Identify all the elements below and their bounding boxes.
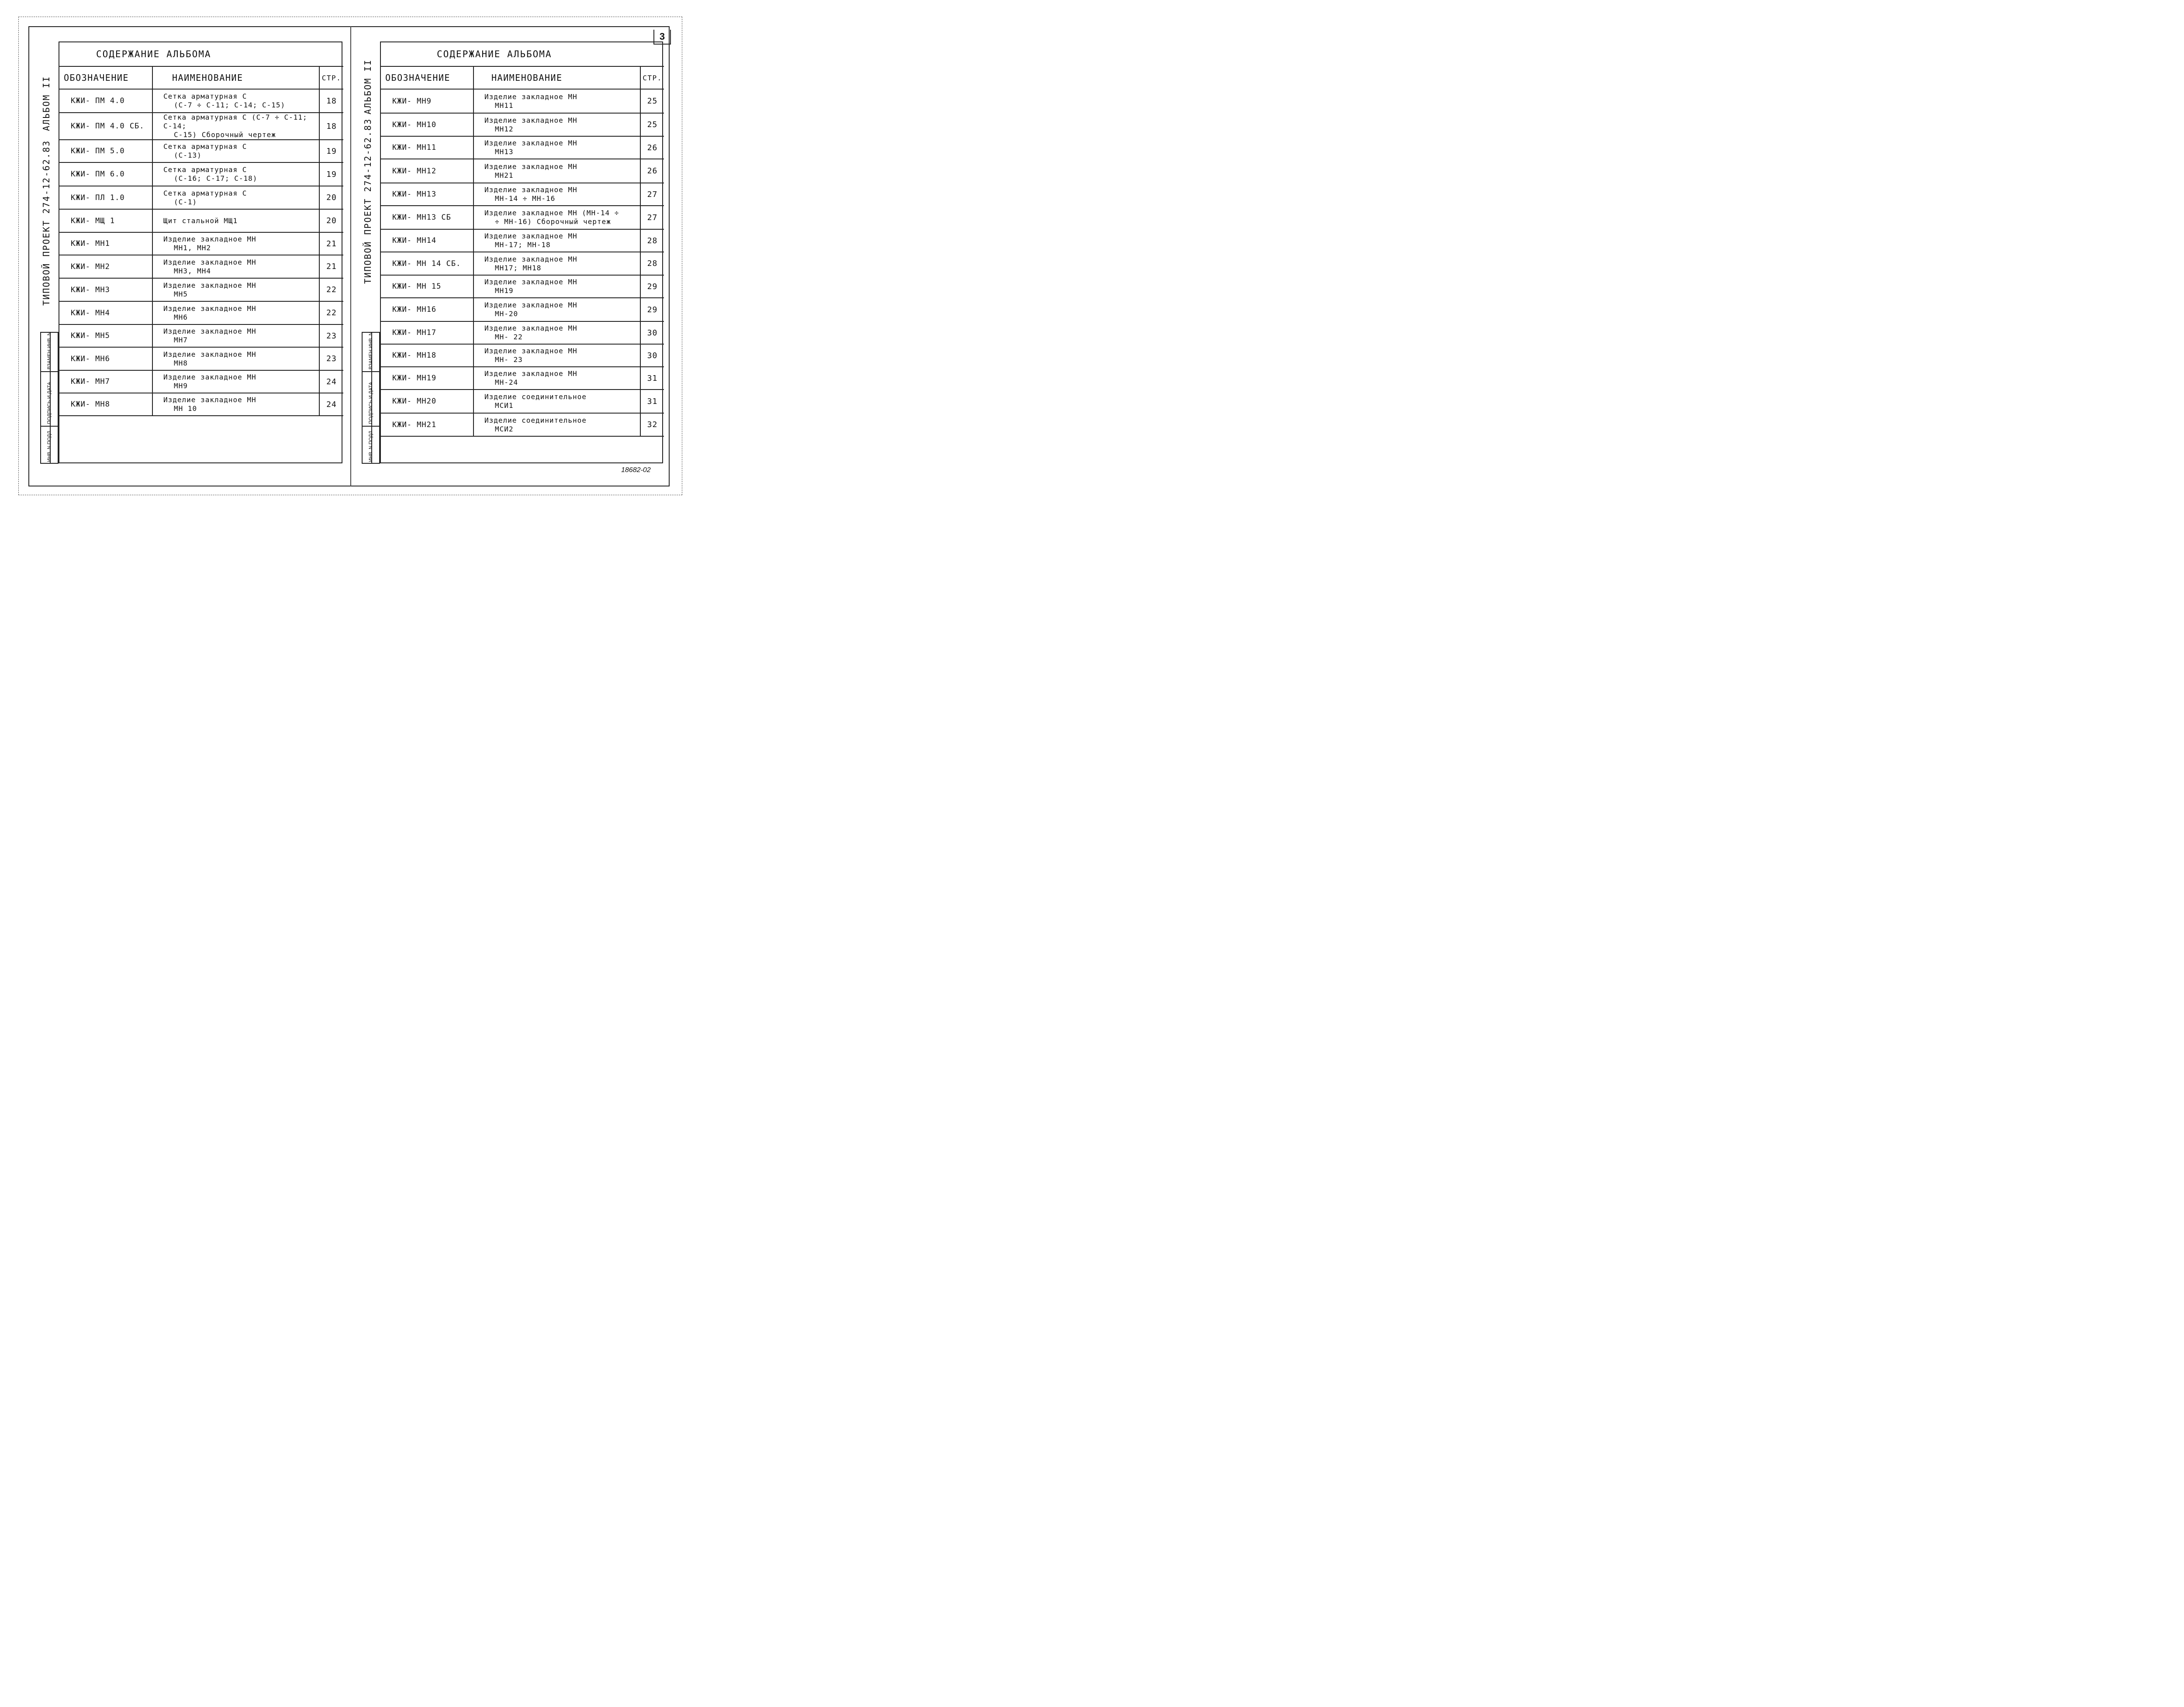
row-name: [152, 186, 319, 209]
table-row: [381, 252, 664, 275]
row-name-line2: МН-14 ÷ МН-16: [495, 194, 556, 203]
row-page: 26: [640, 159, 664, 183]
row-page: 31: [640, 367, 664, 390]
row-name-line1: Изделие закладное МН: [484, 278, 577, 286]
stamp-signature-label: ПОДПИСЬ И ДАТА: [47, 382, 52, 424]
sheet-number: 3: [653, 30, 671, 45]
row-name-line1: Изделие закладное МН: [163, 258, 256, 266]
table-row: [381, 113, 664, 136]
row-name-line2: МСИ1: [495, 401, 514, 410]
row-page: 24: [319, 393, 343, 416]
row-name: [473, 367, 640, 390]
row-name: [152, 347, 319, 370]
row-name-line2: С-15) Сборочный чертеж: [174, 131, 276, 139]
table-row: [59, 232, 343, 255]
table-caption: СОДЕРЖАНИЕ АЛЬБОМА: [59, 42, 343, 66]
row-name-line1: Изделие соединительное: [484, 416, 587, 424]
row-name-line2: МН11: [495, 101, 514, 110]
row-page: 26: [640, 136, 664, 159]
table-row: [59, 162, 343, 186]
row-name-line2: МН21: [495, 171, 514, 179]
row-name-line2: МН17; МН18: [495, 263, 542, 272]
row-name: [152, 255, 319, 278]
row-designation: КЖИ- МН6: [59, 347, 152, 370]
row-name-line1: Изделие закладное МН: [163, 281, 256, 290]
row-name-line2: МН-17; МН-18: [495, 241, 551, 249]
header-page: СТР.: [319, 66, 343, 89]
row-designation: КЖИ- МН3: [59, 278, 152, 301]
header-name: НАИМЕНОВАНИЕ: [152, 66, 319, 89]
row-name: [152, 162, 319, 186]
row-designation: КЖИ- МН19: [381, 367, 473, 390]
row-name-line2: (С-16; С-17; С-18): [174, 174, 258, 183]
row-name: [152, 324, 319, 347]
row-name: [473, 159, 640, 183]
row-page: 28: [640, 252, 664, 275]
row-designation: КЖИ- МН7: [59, 370, 152, 393]
row-name-line2: МН12: [495, 124, 514, 133]
row-name: [152, 370, 319, 393]
table-row: [59, 113, 343, 140]
table-row: [381, 183, 664, 206]
row-name-line2: МН3, МН4: [174, 266, 211, 275]
row-name-line1: Сетка арматурная С (С-7 ÷ С-11; С-14;: [163, 113, 308, 130]
stamp-inventory-label: ИНВ. N ПОДЛ.: [47, 429, 52, 462]
row-name-line2: МН-20: [495, 310, 518, 318]
row-name-line2: МН-24: [495, 378, 518, 386]
row-designation: КЖИ- ПЛ 1.0: [59, 186, 152, 209]
row-name-line1: Изделие закладное МН: [484, 301, 577, 309]
row-page: 32: [640, 413, 664, 436]
header-name: НАИМЕНОВАНИЕ: [473, 66, 640, 89]
row-name-line1: Изделие закладное МН: [163, 304, 256, 313]
row-name-line2: МН1, МН2: [174, 244, 211, 252]
row-page: 27: [640, 206, 664, 229]
row-name-line1: Изделие соединительное: [484, 393, 587, 401]
row-page: 30: [640, 344, 664, 367]
row-page: 21: [319, 232, 343, 255]
row-designation: КЖИ- МН8: [59, 393, 152, 416]
row-designation: КЖИ- МН20: [381, 390, 473, 413]
row-page: 31: [640, 390, 664, 413]
contents-sheet-left: [59, 41, 342, 463]
row-page: 20: [319, 209, 343, 232]
row-page: 23: [319, 324, 343, 347]
row-name-line1: Щит стальной МЩ1: [163, 216, 238, 225]
header-page: СТР.: [640, 66, 664, 89]
table-row: [381, 367, 664, 390]
row-name: [152, 113, 319, 140]
row-name-line1: Изделие закладное МН: [484, 116, 577, 124]
row-name-line1: Изделие закладное МН: [484, 162, 577, 171]
row-page: 30: [640, 321, 664, 344]
table-row: [59, 278, 343, 301]
row-page: 25: [640, 113, 664, 136]
table-row: [381, 159, 664, 183]
row-designation: КЖИ- МН13 СБ: [381, 206, 473, 229]
row-name-line1: Изделие закладное МН: [484, 347, 577, 355]
album-label-right: АЛЬБОМ II: [363, 59, 373, 114]
stamp-replace-label: ВЗАМЕН ИНВ. N: [47, 332, 52, 369]
empty-row: [381, 436, 664, 437]
row-designation: КЖИ- ПМ 6.0: [59, 162, 152, 186]
table-row: [59, 393, 343, 416]
table-row: [381, 344, 664, 367]
row-designation: КЖИ- МН17: [381, 321, 473, 344]
contents-table-right: [381, 42, 664, 437]
table-row: [59, 209, 343, 232]
row-designation: КЖИ- МН 15: [381, 275, 473, 298]
row-designation: КЖИ- МН14: [381, 229, 473, 252]
table-row: [381, 298, 664, 321]
row-name: [473, 136, 640, 159]
row-name-line1: Сетка арматурная С: [163, 189, 247, 197]
table-row: [381, 229, 664, 252]
row-name-line2: МН19: [495, 286, 514, 295]
row-page: 24: [319, 370, 343, 393]
row-page: 18: [319, 89, 343, 113]
table-row: [381, 275, 664, 298]
table-row: [381, 390, 664, 413]
stamp-inventory-label: ИНВ. N ПОДЛ.: [368, 429, 373, 462]
row-name: [473, 275, 640, 298]
row-designation: КЖИ- МН9: [381, 89, 473, 113]
row-name: [473, 321, 640, 344]
row-name-line2: (С-7 ÷ С-11; С-14; С-15): [174, 101, 286, 109]
row-name-line1: Изделие закладное МН: [484, 324, 577, 332]
row-name-line1: Изделие закладное МН: [484, 139, 577, 147]
table-row: [59, 347, 343, 370]
row-name-line1: Изделие закладное МН: [163, 373, 256, 381]
row-name-line1: Сетка арматурная С: [163, 142, 247, 151]
row-name: [473, 206, 640, 229]
row-designation: КЖИ- ПМ 5.0: [59, 140, 152, 162]
approval-stamp-left: [40, 332, 59, 464]
row-name-line2: МН- 23: [495, 355, 523, 364]
center-fold-line: [350, 26, 351, 486]
row-page: 20: [319, 186, 343, 209]
project-label-right: ТИПОВОЙ ПРОЕКТ 274-12-62.83: [363, 118, 373, 284]
table-row: [381, 136, 664, 159]
row-designation: КЖИ- МН 14 СБ.: [381, 252, 473, 275]
stamp-replace-label: ВЗАМЕН ИНВ. N: [368, 332, 373, 369]
row-designation: КЖИ- МН1: [59, 232, 152, 255]
row-name-line2: МСИ2: [495, 424, 514, 433]
table-row: [381, 413, 664, 436]
table-row: [59, 140, 343, 162]
table-row: [59, 324, 343, 347]
table-row: [59, 255, 343, 278]
row-name-line2: МН7: [174, 336, 188, 344]
row-name-line1: Изделие закладное МН: [163, 327, 256, 335]
row-name-line2: МН8: [174, 359, 188, 367]
row-designation: КЖИ- МЩ 1: [59, 209, 152, 232]
row-designation: КЖИ- ПМ 4.0 СБ.: [59, 113, 152, 140]
row-name-line1: Изделие закладное МН: [163, 396, 256, 404]
row-page: 27: [640, 183, 664, 206]
row-name: [473, 390, 640, 413]
row-name: [473, 252, 640, 275]
row-name-line2: (С-1): [174, 197, 197, 206]
row-page: 22: [319, 278, 343, 301]
row-designation: КЖИ- МН2: [59, 255, 152, 278]
row-name: [473, 113, 640, 136]
row-designation: КЖИ- МН12: [381, 159, 473, 183]
row-page: 25: [640, 89, 664, 113]
row-page: 19: [319, 162, 343, 186]
project-label-left: ТИПОВОЙ ПРОЕКТ 274-12-62.83: [41, 140, 52, 306]
row-name: [152, 209, 319, 232]
row-designation: КЖИ- МН10: [381, 113, 473, 136]
row-designation: КЖИ- МН5: [59, 324, 152, 347]
row-name-line2: МН13: [495, 148, 514, 156]
approval-stamp-right: [362, 332, 380, 464]
table-row: [59, 186, 343, 209]
header-designation: ОБОЗНАЧЕНИЕ: [381, 66, 473, 89]
row-name-line1: Изделие закладное МН: [163, 235, 256, 243]
album-label-left: АЛЬБОМ II: [41, 76, 52, 131]
row-designation: КЖИ- МН18: [381, 344, 473, 367]
row-name: [152, 393, 319, 416]
row-name-line2: МН9: [174, 382, 188, 390]
row-name: [473, 344, 640, 367]
row-page: 19: [319, 140, 343, 162]
row-name-line2: МН6: [174, 313, 188, 321]
row-name: [152, 278, 319, 301]
row-designation: КЖИ- МН13: [381, 183, 473, 206]
row-name-line1: Изделие закладное МН: [484, 232, 577, 240]
row-name-line1: Изделие закладное МН: [484, 92, 577, 101]
row-page: 23: [319, 347, 343, 370]
row-name-line2: ÷ МН-16) Сборочный чертеж: [495, 217, 611, 226]
row-designation: КЖИ- МН11: [381, 136, 473, 159]
table-row: [381, 89, 664, 113]
row-name-line2: (С-13): [174, 151, 202, 159]
row-name-line1: Сетка арматурная С: [163, 166, 247, 174]
row-name-line1: Сетка арматурная С: [163, 92, 247, 100]
row-designation: КЖИ- МН21: [381, 413, 473, 436]
row-name: [473, 89, 640, 113]
document-number: 18682-02: [621, 466, 651, 474]
row-name: [473, 183, 640, 206]
table-row: [381, 321, 664, 344]
row-page: 22: [319, 301, 343, 324]
row-name-line2: МН 10: [174, 404, 197, 413]
row-page: 29: [640, 298, 664, 321]
stamp-signature-label: ПОДПИСЬ И ДАТА: [368, 382, 373, 424]
row-page: 28: [640, 229, 664, 252]
row-name-line1: Изделие закладное МН: [484, 186, 577, 194]
contents-table-left: [59, 42, 343, 416]
row-name-line1: Изделие закладное МН: [484, 369, 577, 378]
table-row: [59, 370, 343, 393]
row-name-line1: Изделие закладное МН: [484, 255, 577, 263]
header-designation: ОБОЗНАЧЕНИЕ: [59, 66, 152, 89]
row-name-line1: Изделие закладное МН (МН-14 ÷: [484, 209, 619, 217]
row-name: [152, 232, 319, 255]
table-row: [59, 301, 343, 324]
row-page: 29: [640, 275, 664, 298]
row-name: [473, 413, 640, 436]
row-name-line2: МН5: [174, 290, 188, 298]
contents-sheet-right: [380, 41, 663, 463]
table-row: [59, 89, 343, 113]
row-name: [473, 298, 640, 321]
row-page: 21: [319, 255, 343, 278]
row-designation: КЖИ- МН4: [59, 301, 152, 324]
row-name: [152, 140, 319, 162]
row-name: [473, 229, 640, 252]
row-designation: КЖИ- МН16: [381, 298, 473, 321]
table-caption: СОДЕРЖАНИЕ АЛЬБОМА: [381, 42, 664, 66]
row-page: 18: [319, 113, 343, 140]
row-name: [152, 89, 319, 113]
table-row: [381, 206, 664, 229]
row-name: [152, 301, 319, 324]
row-name-line2: МН- 22: [495, 333, 523, 341]
row-name-line1: Изделие закладное МН: [163, 350, 256, 359]
row-designation: КЖИ- ПМ 4.0: [59, 89, 152, 113]
